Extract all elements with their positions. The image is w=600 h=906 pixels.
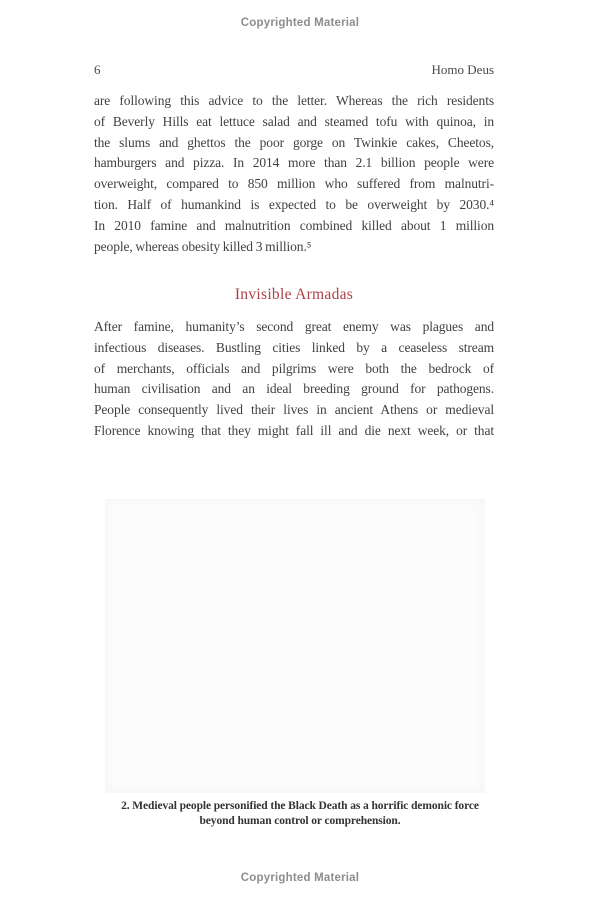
text-line: are following this advice to the letter. Whereas the rich residents — [94, 93, 494, 108]
copyright-watermark-bottom: Copyrighted Material — [240, 872, 360, 884]
running-title: Homo Deus — [431, 62, 494, 77]
text-line: tion. Half of humankind is expected to be overweight by 2030.⁴ — [94, 196, 494, 212]
text-line: In 2010 famine and malnutrition combined killed about 1 million — [94, 217, 494, 233]
text-line: hamburgers and pizza. In 2014 more than 2.1 billion people were — [94, 155, 494, 171]
text-line: After famine, humanity’s second great enemy was plagues and — [94, 319, 494, 334]
copyright-watermark-top: Copyrighted Material — [240, 17, 360, 29]
text-line: Florence knowing that they might fall ill and die next week, or that — [94, 422, 494, 438]
page-number: 6 — [94, 62, 101, 77]
text-line: people, whereas obesity killed 3 million.⁵ — [94, 238, 312, 254]
figure-caption — [60, 799, 540, 829]
section-heading: Invisible Armadas — [234, 286, 354, 303]
text-line: People consequently lived their lives in ancient Athens or medieval — [94, 402, 494, 418]
paragraph-obesity — [94, 91, 494, 257]
figure-image-faded — [105, 499, 485, 793]
text-line: human civilisation and an ideal breeding ground for pathogens. — [94, 381, 494, 397]
text-line: infectious diseases. Bustling cities linked by a ceaseless stream — [94, 339, 494, 355]
running-header — [94, 62, 494, 78]
figure-caption-line: beyond human control or comprehension. — [199, 815, 401, 827]
text-line: of Beverly Hills eat lettuce salad and steamed tofu with quinoa, in — [94, 113, 494, 129]
text-line: overweight, compared to 850 million who suffered from malnutri- — [94, 176, 494, 192]
text-line: the slums and ghettos the poor gorge on Twinkie cakes, Cheetos, — [94, 134, 494, 150]
figure-caption-line: 2. Medieval people personified the Black Death as a horrific demonic force — [121, 800, 479, 812]
paragraph-plagues — [94, 317, 494, 442]
text-line: of merchants, officials and pilgrims were both the bedrock of — [94, 360, 494, 376]
